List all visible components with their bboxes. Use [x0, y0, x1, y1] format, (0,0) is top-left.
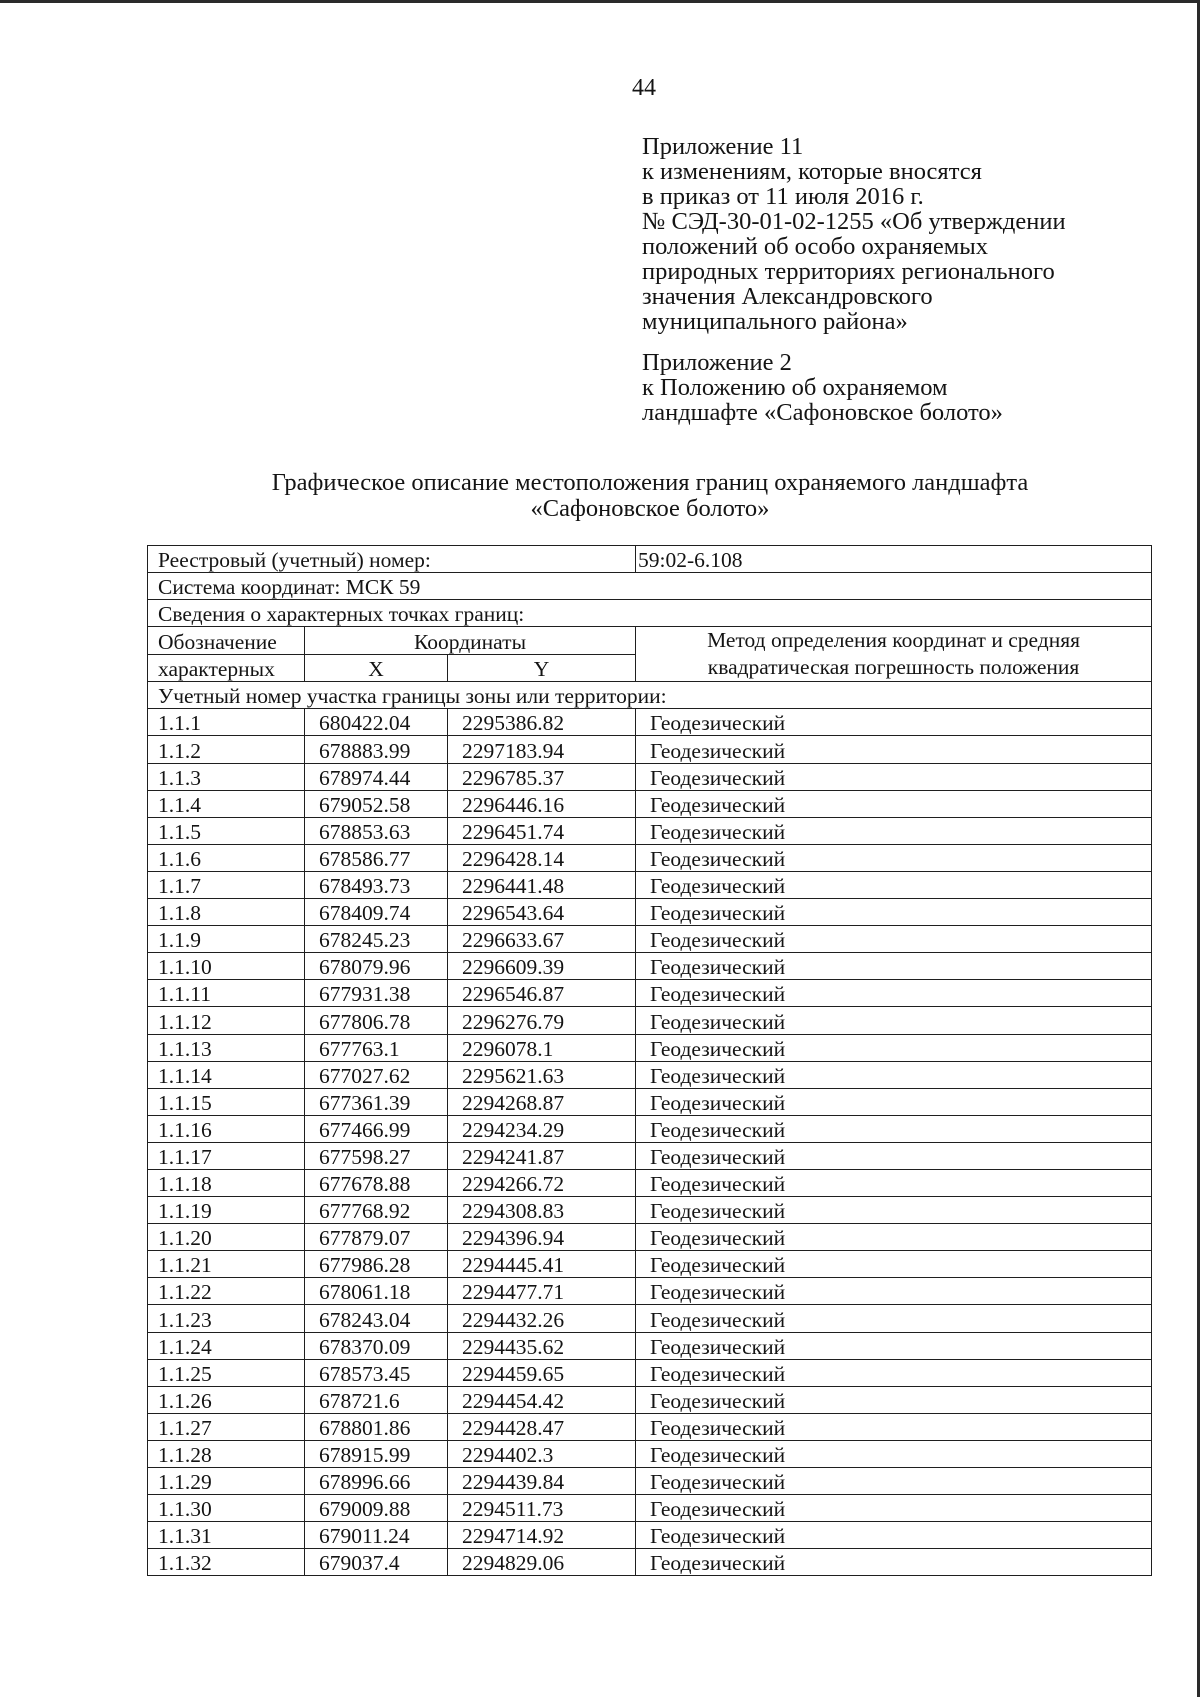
points-info: Сведения о характерных точках границ:	[148, 600, 1152, 627]
scan-edge-top	[0, 0, 1200, 3]
table-row	[148, 1224, 1152, 1251]
table-row	[148, 736, 1152, 763]
x-coordinate-cell: 677466.99	[305, 1115, 448, 1142]
coordinates-header: Координаты	[305, 627, 636, 655]
y-coordinate-cell: 2296446.16	[448, 790, 636, 817]
table-row	[148, 1359, 1152, 1386]
method-cell: Геодезический	[636, 1142, 1152, 1169]
appendix-line: положений об особо охраняемых	[642, 233, 988, 260]
point-cell: 1.1.24	[148, 1332, 305, 1359]
point-cell: 1.1.32	[148, 1549, 305, 1576]
point-cell: 1.1.11	[148, 980, 305, 1007]
method-cell: Геодезический	[636, 709, 1152, 736]
table-row	[148, 899, 1152, 926]
x-coordinate-cell: 678243.04	[305, 1305, 448, 1332]
title-line: «Сафоновское болото»	[530, 495, 770, 522]
table-row	[148, 1034, 1152, 1061]
point-cell: 1.1.12	[148, 1007, 305, 1034]
table-row	[148, 1305, 1152, 1332]
method-cell: Геодезический	[636, 1495, 1152, 1522]
method-cell: Геодезический	[636, 1305, 1152, 1332]
point-cell: 1.1.4	[148, 790, 305, 817]
appendix-line: ландшафте «Сафоновское болото»	[642, 399, 1003, 426]
x-coordinate-cell: 678061.18	[305, 1278, 448, 1305]
x-coordinate-cell: 678915.99	[305, 1440, 448, 1467]
table-row	[148, 1468, 1152, 1495]
table-row	[148, 1278, 1152, 1305]
point-cell: 1.1.31	[148, 1522, 305, 1549]
y-coordinate-cell: 2296543.64	[448, 899, 636, 926]
table-row	[148, 1169, 1152, 1196]
method-cell: Геодезический	[636, 1251, 1152, 1278]
point-cell: 1.1.25	[148, 1359, 305, 1386]
point-cell: 1.1.27	[148, 1413, 305, 1440]
coordinates-table	[147, 545, 1152, 1576]
table-row	[148, 1522, 1152, 1549]
y-coordinate-cell: 2294396.94	[448, 1224, 636, 1251]
x-coordinate-cell: 679037.4	[305, 1549, 448, 1576]
x-coordinate-cell: 677806.78	[305, 1007, 448, 1034]
coord-system: Система координат: МСК 59	[148, 573, 1152, 600]
x-coordinate-cell: 678974.44	[305, 763, 448, 790]
method-cell: Геодезический	[636, 1278, 1152, 1305]
point-cell: 1.1.20	[148, 1224, 305, 1251]
y-coordinate-cell: 2296633.67	[448, 926, 636, 953]
method-header: Метод определения координат и средняя квадратическая погрешность положения	[636, 627, 1152, 682]
point-cell: 1.1.6	[148, 844, 305, 871]
coord-system-row	[148, 573, 1152, 600]
method-cell: Геодезический	[636, 1224, 1152, 1251]
y-coordinate-cell: 2294402.3	[448, 1440, 636, 1467]
method-cell: Геодезический	[636, 1522, 1152, 1549]
method-cell: Геодезический	[636, 1197, 1152, 1224]
appendix-line: к изменениям, которые вносятся	[642, 158, 982, 185]
method-cell: Геодезический	[636, 871, 1152, 898]
table-row	[148, 709, 1152, 736]
x-coordinate-cell: 677879.07	[305, 1224, 448, 1251]
table-row	[148, 1440, 1152, 1467]
appendix-line: Приложение 11	[642, 133, 804, 160]
x-coordinate-cell: 678586.77	[305, 844, 448, 871]
y-coordinate-cell: 2296546.87	[448, 980, 636, 1007]
x-coordinate-cell: 679009.88	[305, 1495, 448, 1522]
x-coordinate-cell: 678996.66	[305, 1468, 448, 1495]
y-coordinate-cell: 2294829.06	[448, 1549, 636, 1576]
page-number: 44	[632, 75, 656, 101]
y-coordinate-cell: 2296609.39	[448, 953, 636, 980]
header-row	[148, 627, 1152, 655]
document-title	[130, 470, 1170, 522]
y-coordinate-cell: 2294435.62	[448, 1332, 636, 1359]
point-cell: 1.1.8	[148, 899, 305, 926]
point-cell: 1.1.15	[148, 1088, 305, 1115]
method-cell: Геодезический	[636, 1061, 1152, 1088]
method-cell: Геодезический	[636, 1549, 1152, 1576]
designation-header-cont: характерных	[148, 654, 305, 682]
x-coordinate-cell: 677361.39	[305, 1088, 448, 1115]
x-coordinate-cell: 678573.45	[305, 1359, 448, 1386]
table-row	[148, 763, 1152, 790]
method-cell: Геодезический	[636, 844, 1152, 871]
point-cell: 1.1.28	[148, 1440, 305, 1467]
table-row	[148, 1495, 1152, 1522]
x-coordinate-cell: 678883.99	[305, 736, 448, 763]
method-cell: Геодезический	[636, 1115, 1152, 1142]
point-cell: 1.1.26	[148, 1386, 305, 1413]
point-cell: 1.1.13	[148, 1034, 305, 1061]
point-cell: 1.1.18	[148, 1169, 305, 1196]
x-coordinate-cell: 679052.58	[305, 790, 448, 817]
y-coordinate-cell: 2295386.82	[448, 709, 636, 736]
y-coordinate-cell: 2294477.71	[448, 1278, 636, 1305]
x-header: X	[305, 654, 448, 682]
method-cell: Геодезический	[636, 1468, 1152, 1495]
method-cell: Геодезический	[636, 1332, 1152, 1359]
method-cell: Геодезический	[636, 1007, 1152, 1034]
y-coordinate-cell: 2296441.48	[448, 871, 636, 898]
point-cell: 1.1.2	[148, 736, 305, 763]
point-cell: 1.1.5	[148, 817, 305, 844]
x-coordinate-cell: 677678.88	[305, 1169, 448, 1196]
y-coordinate-cell: 2296785.37	[448, 763, 636, 790]
section-row	[148, 682, 1152, 709]
method-cell: Геодезический	[636, 926, 1152, 953]
method-cell: Геодезический	[636, 1413, 1152, 1440]
table-row	[148, 844, 1152, 871]
point-cell: 1.1.29	[148, 1468, 305, 1495]
table-row	[148, 1386, 1152, 1413]
y-coordinate-cell: 2294511.73	[448, 1495, 636, 1522]
method-cell: Геодезический	[636, 1169, 1152, 1196]
table-row	[148, 1549, 1152, 1576]
method-cell: Геодезический	[636, 763, 1152, 790]
method-cell: Геодезический	[636, 1440, 1152, 1467]
point-cell: 1.1.9	[148, 926, 305, 953]
y-coordinate-cell: 2296428.14	[448, 844, 636, 871]
x-coordinate-cell: 680422.04	[305, 709, 448, 736]
y-coordinate-cell: 2294439.84	[448, 1468, 636, 1495]
y-coordinate-cell: 2294428.47	[448, 1413, 636, 1440]
appendix-line: в приказ от 11 июля 2016 г.	[642, 183, 924, 210]
point-cell: 1.1.14	[148, 1061, 305, 1088]
table-row	[148, 1197, 1152, 1224]
table-row	[148, 871, 1152, 898]
x-coordinate-cell: 677931.38	[305, 980, 448, 1007]
table-row	[148, 1142, 1152, 1169]
table-row	[148, 817, 1152, 844]
y-header: Y	[448, 654, 636, 682]
points-info-row	[148, 600, 1152, 627]
table-row	[148, 926, 1152, 953]
x-coordinate-cell: 678409.74	[305, 899, 448, 926]
table-row	[148, 1088, 1152, 1115]
appendix-line: Приложение 2	[642, 349, 792, 376]
point-cell: 1.1.16	[148, 1115, 305, 1142]
x-coordinate-cell: 677986.28	[305, 1251, 448, 1278]
y-coordinate-cell: 2294454.42	[448, 1386, 636, 1413]
x-coordinate-cell: 677768.92	[305, 1197, 448, 1224]
y-coordinate-cell: 2296078.1	[448, 1034, 636, 1061]
appendix-line: природных территориях регионального	[642, 258, 1055, 285]
appendix-line: муниципального района»	[642, 308, 908, 335]
appendix-line: значения Александровского	[642, 283, 933, 310]
y-coordinate-cell: 2296451.74	[448, 817, 636, 844]
table-row	[148, 980, 1152, 1007]
y-coordinate-cell: 2294241.87	[448, 1142, 636, 1169]
x-coordinate-cell: 678801.86	[305, 1413, 448, 1440]
table-row	[148, 1332, 1152, 1359]
table-row	[148, 1061, 1152, 1088]
appendix-line: № СЭД-30-01-02-1255 «Об утверждении	[642, 208, 1066, 235]
x-coordinate-cell: 678245.23	[305, 926, 448, 953]
point-cell: 1.1.19	[148, 1197, 305, 1224]
appendix-main-block	[642, 134, 1066, 334]
method-cell: Геодезический	[636, 790, 1152, 817]
x-coordinate-cell: 678079.96	[305, 953, 448, 980]
y-coordinate-cell: 2294445.41	[448, 1251, 636, 1278]
x-coordinate-cell: 678853.63	[305, 817, 448, 844]
section-label: Учетный номер участка границы зоны или территории:	[148, 682, 1152, 709]
x-coordinate-cell: 678721.6	[305, 1386, 448, 1413]
method-cell: Геодезический	[636, 1359, 1152, 1386]
registry-value: 59:02-6.108	[636, 546, 1152, 573]
method-cell: Геодезический	[636, 817, 1152, 844]
table-row	[148, 790, 1152, 817]
point-cell: 1.1.21	[148, 1251, 305, 1278]
point-cell: 1.1.30	[148, 1495, 305, 1522]
appendix-line: к Положению об охраняемом	[642, 374, 948, 401]
table-row	[148, 1413, 1152, 1440]
point-cell: 1.1.3	[148, 763, 305, 790]
table-row	[148, 1007, 1152, 1034]
method-cell: Геодезический	[636, 1386, 1152, 1413]
method-cell: Геодезический	[636, 980, 1152, 1007]
y-coordinate-cell: 2297183.94	[448, 736, 636, 763]
method-cell: Геодезический	[636, 736, 1152, 763]
y-coordinate-cell: 2295621.63	[448, 1061, 636, 1088]
method-cell: Геодезический	[636, 1088, 1152, 1115]
y-coordinate-cell: 2294268.87	[448, 1088, 636, 1115]
table-row	[148, 953, 1152, 980]
y-coordinate-cell: 2294432.26	[448, 1305, 636, 1332]
appendix-sub-block	[642, 350, 1003, 425]
y-coordinate-cell: 2294234.29	[448, 1115, 636, 1142]
designation-header: Обозначение	[148, 627, 305, 655]
method-cell: Геодезический	[636, 1034, 1152, 1061]
y-coordinate-cell: 2294266.72	[448, 1169, 636, 1196]
y-coordinate-cell: 2294714.92	[448, 1522, 636, 1549]
x-coordinate-cell: 678370.09	[305, 1332, 448, 1359]
x-coordinate-cell: 677027.62	[305, 1061, 448, 1088]
point-cell: 1.1.1	[148, 709, 305, 736]
x-coordinate-cell: 677598.27	[305, 1142, 448, 1169]
point-cell: 1.1.23	[148, 1305, 305, 1332]
y-coordinate-cell: 2294308.83	[448, 1197, 636, 1224]
y-coordinate-cell: 2296276.79	[448, 1007, 636, 1034]
x-coordinate-cell: 678493.73	[305, 871, 448, 898]
registry-row	[148, 546, 1152, 573]
x-coordinate-cell: 679011.24	[305, 1522, 448, 1549]
table-row	[148, 1251, 1152, 1278]
method-cell: Геодезический	[636, 953, 1152, 980]
point-cell: 1.1.17	[148, 1142, 305, 1169]
title-line: Графическое описание местоположения границ охраняемого ландшафта	[271, 469, 1029, 496]
x-coordinate-cell: 677763.1	[305, 1034, 448, 1061]
point-cell: 1.1.7	[148, 871, 305, 898]
method-cell: Геодезический	[636, 899, 1152, 926]
registry-label: Реестровый (учетный) номер:	[148, 546, 636, 573]
point-cell: 1.1.22	[148, 1278, 305, 1305]
point-cell: 1.1.10	[148, 953, 305, 980]
y-coordinate-cell: 2294459.65	[448, 1359, 636, 1386]
table-row	[148, 1115, 1152, 1142]
